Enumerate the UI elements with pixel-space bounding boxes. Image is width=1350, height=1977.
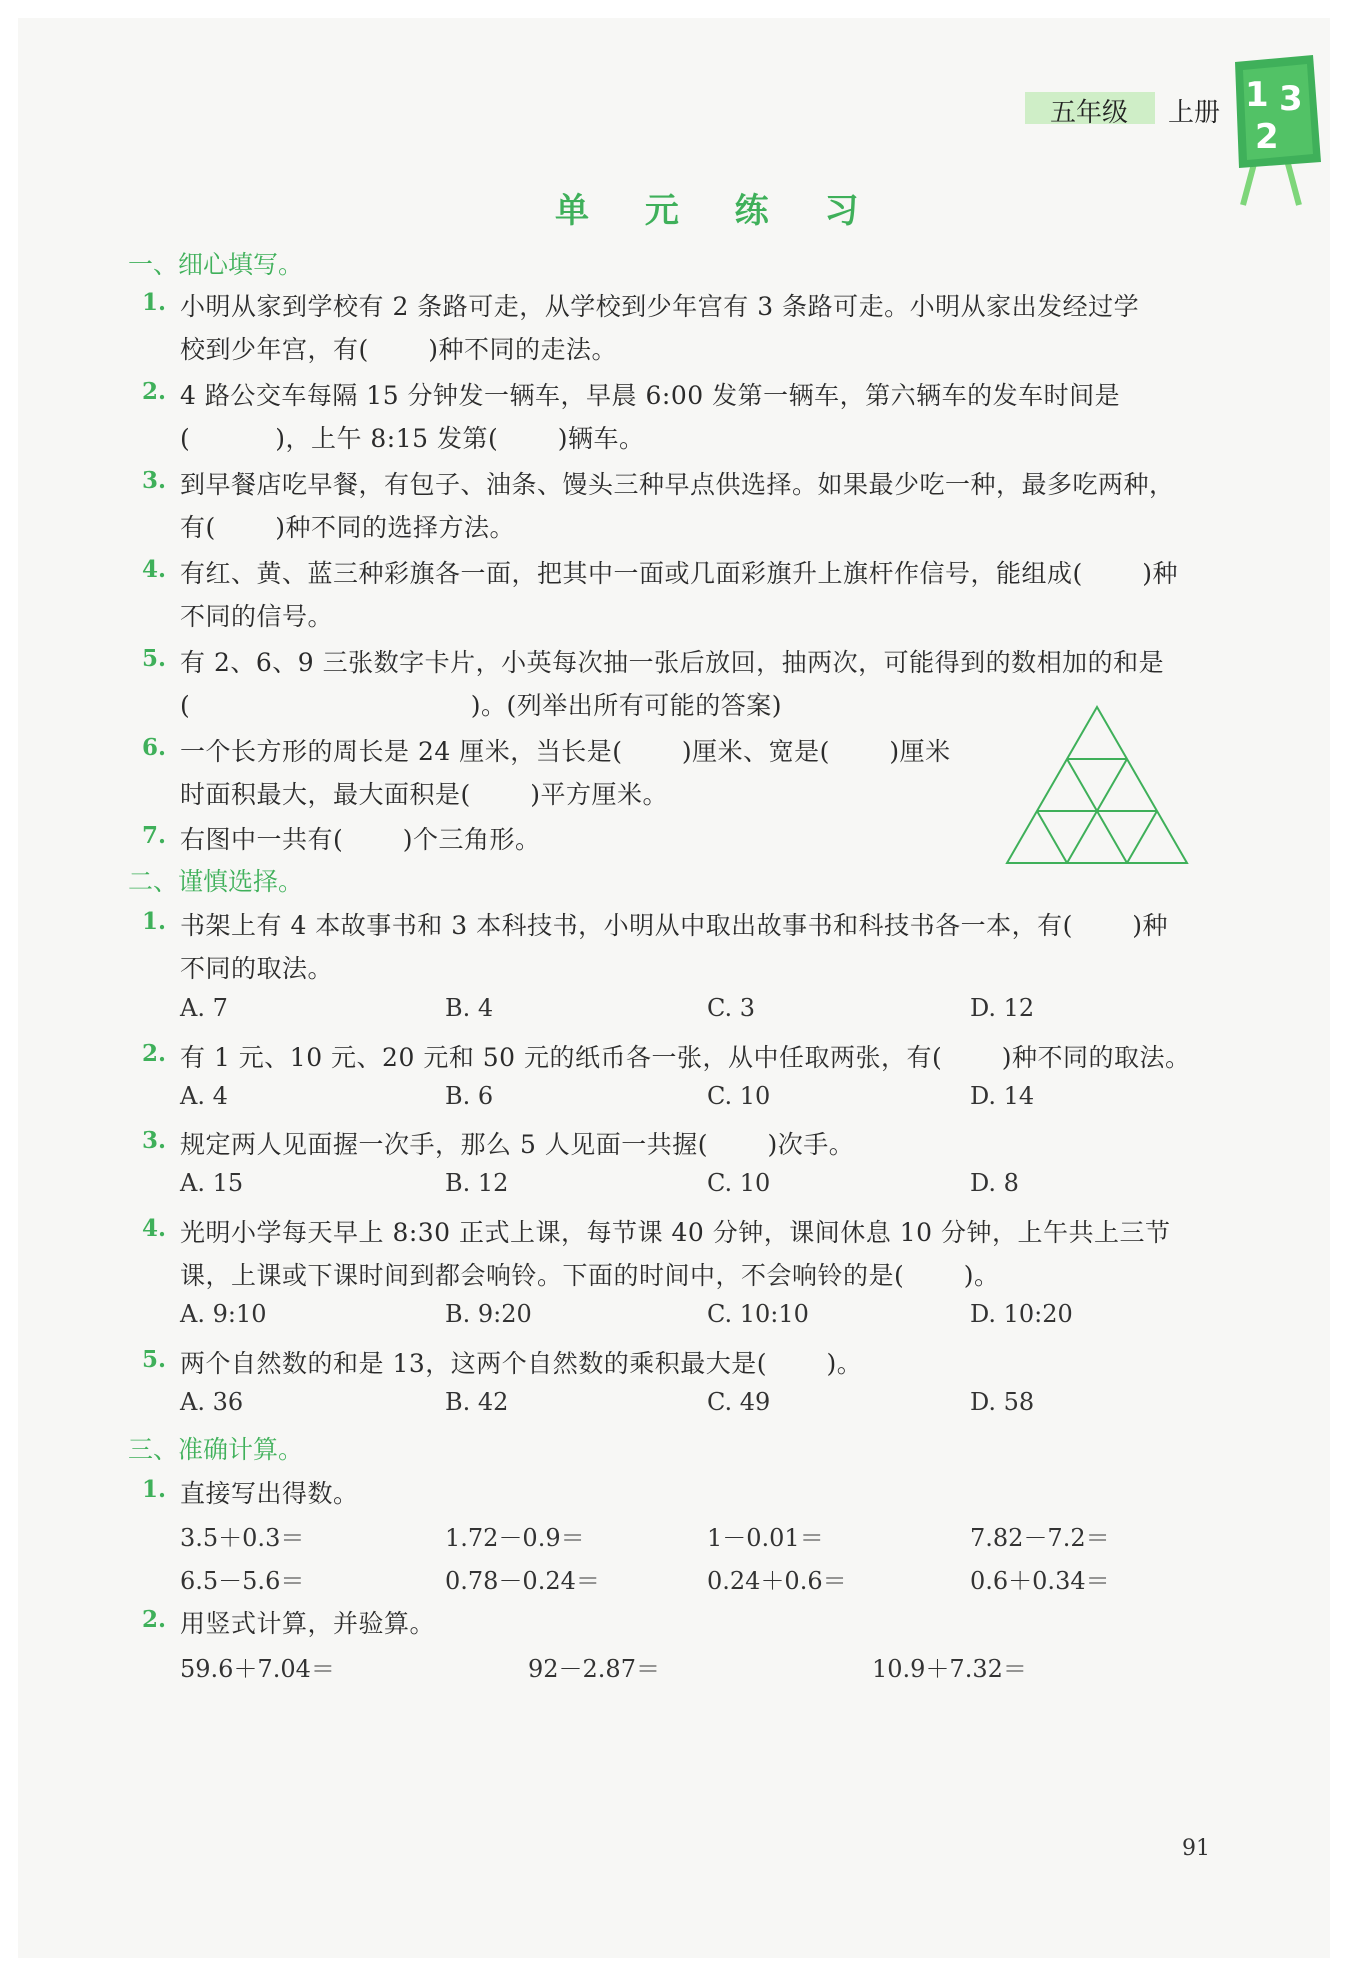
q1-2-number: 2. bbox=[142, 378, 167, 405]
section-heading-calc: 三、准确计算。 bbox=[128, 1435, 304, 1464]
q1-5-number: 5. bbox=[142, 645, 167, 672]
section-heading-choice: 二、谨慎选择。 bbox=[128, 867, 304, 896]
section-heading-fill: 一、细心填写。 bbox=[128, 250, 304, 279]
q2-1-option-b: B. 4 bbox=[445, 994, 494, 1022]
q1-6-text-line1: 一个长方形的周长是 24 厘米，当长是( )厘米、宽是( )厘米 bbox=[180, 737, 951, 766]
calc-1-2: 1.72－0.9＝ bbox=[445, 1524, 585, 1552]
q2-5-text-line1: 两个自然数的和是 13，这两个自然数的乘积最大是( )。 bbox=[180, 1349, 863, 1378]
q1-2-text-line1: 4 路公交车每隔 15 分钟发一辆车，早晨 6:00 发第一辆车，第六辆车的发车时间是 bbox=[180, 381, 1121, 410]
q1-5-text-line2: ( )。(列举出所有可能的答案) bbox=[180, 691, 783, 720]
q2-1-text-line1: 书架上有 4 本故事书和 3 本科技书，小明从中取出故事书和科技书各一本，有( )种 bbox=[180, 911, 1169, 940]
q1-3-text-line1: 到早餐店吃早餐，有包子、油条、馒头三种早点供选择。如果最少吃一种，最多吃两种， bbox=[180, 470, 1175, 499]
q1-4-text-line1: 有红、黄、蓝三种彩旗各一面，把其中一面或几面彩旗升上旗杆作信号，能组成( )种 bbox=[180, 559, 1178, 588]
q2-4-text-line2: 课，上课或下课时间到都会响铃。下面的时间中，不会响铃的是( )。 bbox=[180, 1261, 1000, 1290]
q3-2-number: 2. bbox=[142, 1606, 167, 1633]
q2-2-option-b: B. 6 bbox=[445, 1082, 494, 1110]
q1-1-number: 1. bbox=[142, 289, 167, 316]
q1-1-text-line2: 校到少年宫，有( )种不同的走法。 bbox=[180, 335, 617, 364]
q1-4-number: 4. bbox=[142, 556, 167, 583]
q1-3-text-line2: 有( )种不同的选择方法。 bbox=[180, 513, 515, 542]
q2-1-option-c: C. 3 bbox=[707, 994, 756, 1022]
page-title: 单 元 练 习 bbox=[555, 191, 881, 231]
calc-2-3: 0.24＋0.6＝ bbox=[707, 1567, 847, 1595]
q1-3-number: 3. bbox=[142, 467, 167, 494]
q2-4-option-c: C. 10:10 bbox=[707, 1300, 809, 1328]
q2-5-number: 5. bbox=[142, 1346, 167, 1373]
q1-2-text-line2: ( )，上午 8:15 发第( )辆车。 bbox=[180, 424, 645, 453]
q2-3-option-c: C. 10 bbox=[707, 1169, 771, 1197]
q2-4-number: 4. bbox=[142, 1215, 167, 1242]
grade-label: 五年级 bbox=[1050, 98, 1129, 128]
q2-5-option-d: D. 58 bbox=[970, 1388, 1035, 1416]
calc-1-3: 1－0.01＝ bbox=[707, 1524, 824, 1552]
q1-7-text-line1: 右图中一共有( )个三角形。 bbox=[180, 825, 541, 854]
page-number: 91 bbox=[1182, 1836, 1210, 1861]
volume-label: 上册 bbox=[1168, 98, 1221, 128]
calc-2-1: 6.5－5.6＝ bbox=[180, 1567, 305, 1595]
vertical-calc-1: 59.6＋7.04＝ bbox=[180, 1655, 335, 1683]
triangle-figure bbox=[1005, 705, 1191, 871]
q1-4-text-line2: 不同的信号。 bbox=[180, 602, 334, 631]
logo-digit-1: 1 bbox=[1245, 75, 1269, 115]
q2-3-option-b: B. 12 bbox=[445, 1169, 509, 1197]
q2-2-number: 2. bbox=[142, 1040, 167, 1067]
q3-1-text-line1: 直接写出得数。 bbox=[180, 1479, 359, 1508]
q3-2-text-line1: 用竖式计算，并验算。 bbox=[180, 1609, 436, 1638]
q2-4-option-a: A. 9:10 bbox=[180, 1300, 267, 1328]
q1-6-text-line2: 时面积最大，最大面积是( )平方厘米。 bbox=[180, 780, 668, 809]
q1-1-text-line1: 小明从家到学校有 2 条路可走，从学校到少年宫有 3 条路可走。小明从家出发经过学 bbox=[180, 292, 1140, 321]
calc-2-2: 0.78－0.24＝ bbox=[445, 1567, 600, 1595]
q2-3-option-a: A. 15 bbox=[180, 1169, 244, 1197]
logo-digit-2: 2 bbox=[1255, 117, 1279, 157]
q2-3-text-line1: 规定两人见面握一次手，那么 5 人见面一共握( )次手。 bbox=[180, 1130, 855, 1159]
q2-2-option-d: D. 14 bbox=[970, 1082, 1035, 1110]
q2-1-option-a: A. 7 bbox=[180, 994, 228, 1022]
calc-2-4: 0.6＋0.34＝ bbox=[970, 1567, 1110, 1595]
q1-7-number: 7. bbox=[142, 822, 167, 849]
q2-4-text-line1: 光明小学每天早上 8:30 正式上课，每节课 40 分钟，课间休息 10 分钟，上午共上三节 bbox=[180, 1218, 1171, 1247]
q2-2-text-line1: 有 1 元、10 元、20 元和 50 元的纸币各一张，从中任取两张，有( )种不同的取法。 bbox=[180, 1043, 1191, 1072]
vertical-calc-3: 10.9＋7.32＝ bbox=[872, 1655, 1027, 1683]
logo-digit-3: 3 bbox=[1279, 79, 1303, 119]
q2-1-text-line2: 不同的取法。 bbox=[180, 954, 334, 983]
vertical-calc-2: 92－2.87＝ bbox=[528, 1655, 660, 1683]
calc-1-1: 3.5＋0.3＝ bbox=[180, 1524, 305, 1552]
calc-1-4: 7.82－7.2＝ bbox=[970, 1524, 1110, 1552]
book-logo-icon bbox=[1225, 50, 1325, 214]
q2-3-option-d: D. 8 bbox=[970, 1169, 1019, 1197]
q3-1-number: 1. bbox=[142, 1476, 167, 1503]
q2-1-number: 1. bbox=[142, 908, 167, 935]
q2-2-option-c: C. 10 bbox=[707, 1082, 771, 1110]
q1-5-text-line1: 有 2、6、9 三张数字卡片，小英每次抽一张后放回，抽两次，可能得到的数相加的和是 bbox=[180, 648, 1165, 677]
q2-1-option-d: D. 12 bbox=[970, 994, 1035, 1022]
q2-4-option-b: B. 9:20 bbox=[445, 1300, 532, 1328]
q2-5-option-c: C. 49 bbox=[707, 1388, 771, 1416]
q1-6-number: 6. bbox=[142, 734, 167, 761]
q2-2-option-a: A. 4 bbox=[180, 1082, 228, 1110]
q2-5-option-a: A. 36 bbox=[180, 1388, 244, 1416]
q2-5-option-b: B. 42 bbox=[445, 1388, 509, 1416]
q2-3-number: 3. bbox=[142, 1127, 167, 1154]
q2-4-option-d: D. 10:20 bbox=[970, 1300, 1073, 1328]
